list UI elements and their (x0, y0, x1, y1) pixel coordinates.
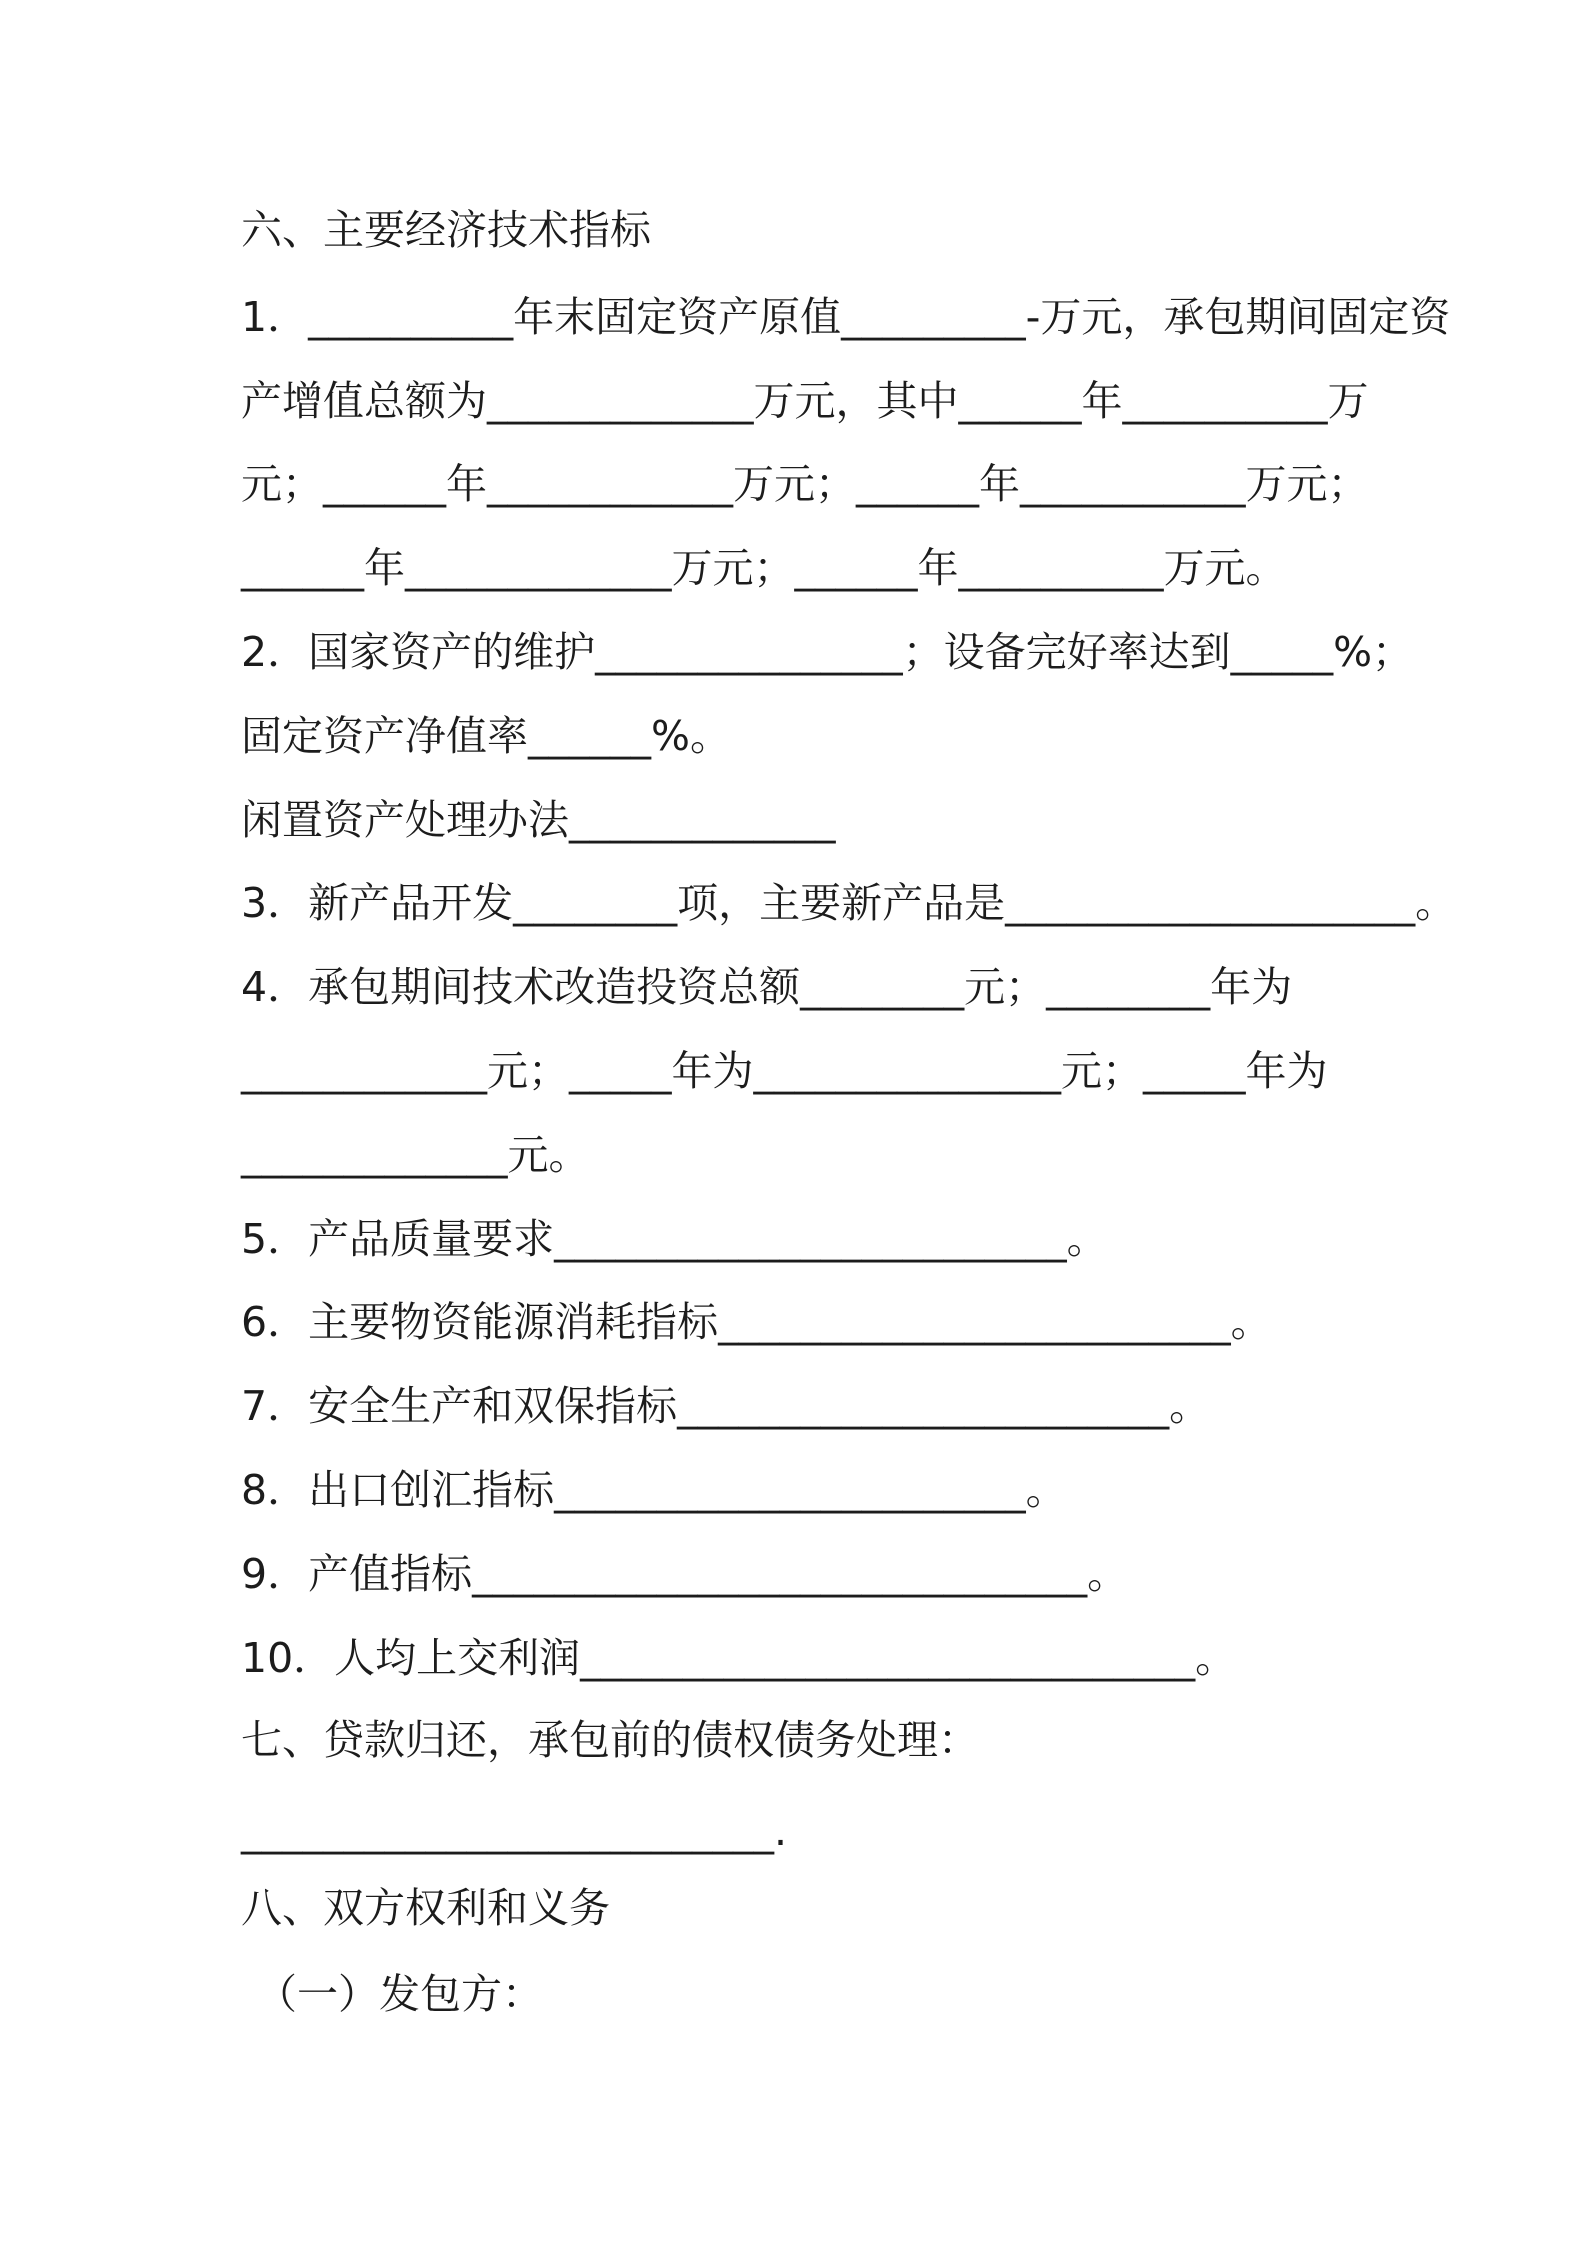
section-8-heading: 八、双方权利和义务 (241, 1884, 610, 1932)
item-5-line: 5．产品质量要求_________________________。 (241, 1215, 1108, 1263)
section-6-heading: 六、主要经济技术指标 (241, 206, 651, 254)
item-1-line-2: 产增值总额为_____________万元，其中______年__________万 (241, 377, 1369, 425)
idle-assets-line: 闲置资产处理办法_____________ (241, 796, 836, 844)
item-4-line-2: ____________元；_____年为_______________元；_____年为 (241, 1047, 1328, 1095)
item-4-line-3: _____________元。 (241, 1131, 590, 1179)
item-2-line-1: 2．国家资产的维护_______________；设备完好率达到_____%； (241, 628, 1414, 676)
item-9-line: 9．产值指标______________________________。 (241, 1550, 1129, 1598)
item-7-line: 7．安全生产和双保指标________________________。 (241, 1382, 1211, 1430)
section-7-heading: 七、贷款归还，承包前的债权债务处理： (241, 1716, 979, 1764)
item-1-line-1: 1．__________年末固定资产原值_________-万元，承包期间固定资 (241, 293, 1451, 341)
item-6-line: 6．主要物资能源消耗指标_________________________。 (241, 1298, 1272, 1346)
item-1-line-3: 元；______年____________万元；______年___________万元； (241, 460, 1369, 508)
item-10-line: 10．人均上交利润______________________________。 (241, 1634, 1237, 1682)
item-3-line: 3．新产品开发________项，主要新产品是____________________。 (241, 879, 1457, 927)
section-7-blank-line: __________________________. (241, 1807, 788, 1855)
item-4-line-1: 4．承包期间技术改造投资总额________元；________年为 (241, 963, 1293, 1011)
subsection-1-heading: （一）发包方： (256, 1970, 543, 2018)
item-8-line: 8．出口创汇指标_______________________。 (241, 1466, 1067, 1514)
item-2-line-2: 固定资产净值率______%。 (241, 712, 731, 760)
item-1-line-4: ______年_____________万元；______年__________万元。 (241, 544, 1287, 592)
